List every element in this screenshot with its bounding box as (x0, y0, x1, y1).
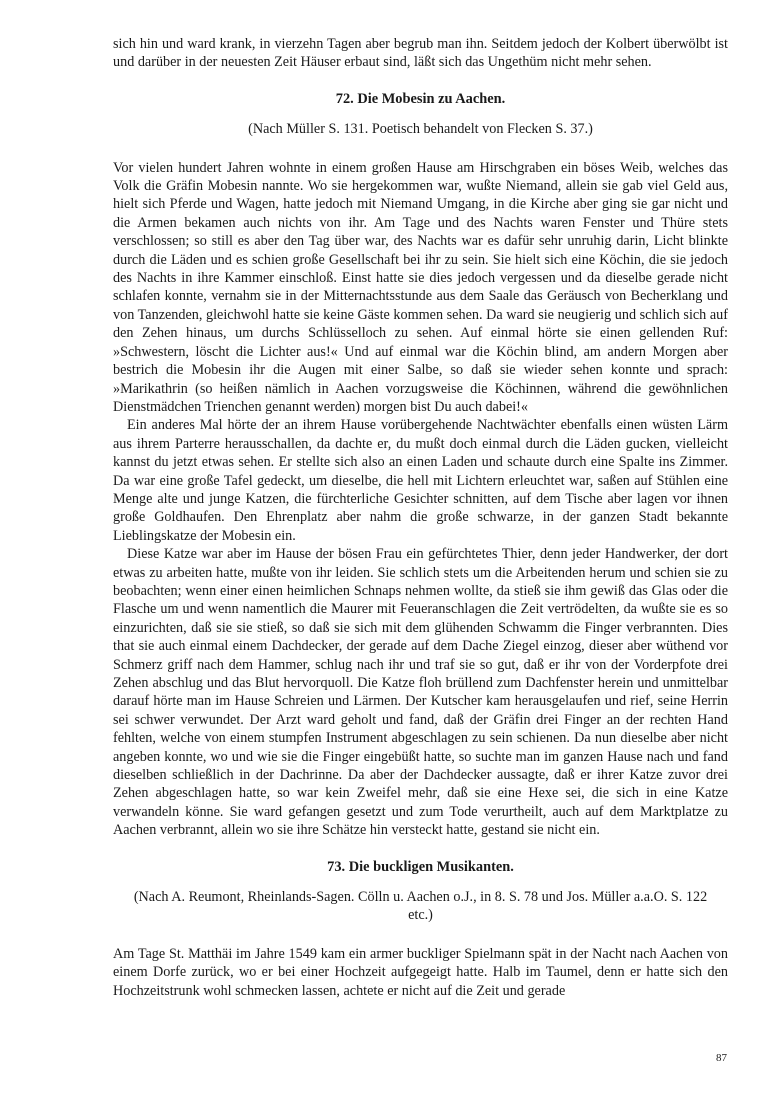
body-paragraph: Diese Katze war aber im Hause der bösen Frau ein gefürchtetes Thier, denn jeder Handwerker, der dort etwas zu arbeiten hatte, mußte von ihr leiden. Sie schlich stets um die Arbeitenden herum und schien sie zu beobachten; wenn einer einen heimlichen Schnaps nehmen wollte, da stieß sie ihm gewiß das Glas oder die Flasche um und wenn namentlich die Maurer mit Feueranschlagen die Zeit vertrödelten, da wußte sie es so einzurichten, daß sie sie stieß, so daß sie sich mit dem glühenden Schwamm die Finger verbrannten. Dies that sie auch einmal einem Dachdecker, der gerade auf dem Dache Ziegel einzog, dieser aber wüthend vor Schmerz griff nach dem Hammer, schlug nach ihr und traf sie so gut, daß er ihr von der Vorderpfote drei Zehen abschlug und das Blut hervorquoll. Die Katze floh brüllend zum Dachfenster herein und unmittelbar darauf hörte man im Hause Schreien und Lärmen. Der Kutscher kam herausgelaufen und rief, seine Herrin sei schwer verwundet. Der Arzt ward geholt und fand, daß der Gräfin drei Finger an der rechten Hand fehlten, welche von einem stumpfen Instrument abgeschlagen zu sein schienen. Da nun dieselbe aber nicht angeben konnte, wo und wie sie die Finger eingebüßt hatte, so suchte man im ganzen Hause nach und fand dieselben schließlich in der Dachrinne. Da aber der Dachdecker aussagte, daß er ihrer Katze zuvor drei Zehen abgeschlagen hatte, so war kein Zweifel mehr, daß sie eine Hexe sei, die sich in eine Katze verwandeln könne. Sie ward gefangen gesetzt und zum Tode verurtheilt, auch auf dem Marktplatze zu Aachen verbrannt, allein wo sie ihre Schätze hin versteckt hatte, gestand sie nicht ein. (113, 546, 728, 839)
body-paragraph: Am Tage St. Matthäi im Jahre 1549 kam ein armer buckliger Spielmann spät in der Nacht nach Aachen von einem Dorfe zurück, wo er bei einer Hochzeit aufgegeigt hatte. Halb im Taumel, denn er hatte sich den Hochzeitstrunk wohl schmecken lassen, achtete er nicht auf die Zeit und gerade (113, 945, 728, 999)
body-paragraph: Ein anderes Mal hörte der an ihrem Hause vorübergehende Nachtwächter ebenfalls einen wüsten Lärm aus ihrem Parterre herausschallen, da dachte er, du mußt doch einmal durch die Läden gucken, vielleicht kannst du jetzt etwas sehen. Er stellte sich also an einen Laden und schaute durch eine Spalte ins Zimmer. Da war eine große Tafel gedeckt, um dieselbe, die hell mit Lichtern erleuchtet war, saßen auf Stühlen eine Menge alte und junge Katzen, die fürchterliche Gesichter schnitten, auf dem Tische aber lagen vor ihnen große Goldhaufen. Den Ehrenplatz aber nahm die große schwarze, in der ganzen Stadt bekannte Lieblingskatze der Mobesin ein. (113, 417, 728, 544)
body-paragraph: Vor vielen hundert Jahren wohnte in einem großen Hause am Hirschgraben ein böses Weib, welches das Volk die Gräfin Mobesin nannte. Wo sie hergekommen war, wußte Niemand, allein sie gab viel Geld aus, hielt sich Pferde und Wagen, hatte jedoch mit Niemand Umgang, in die Kirche aber ging sie gar nicht und die Armen bekamen auch nichts von ihr. Am Tage und des Nachts waren Fenster und Thüre stets verschlossen; so still es aber den Tag über war, des Nachts war es dafür sehr unruhig darin, Licht blinkte durch die Läden und es schien große Gesellschaft bei ihr zu sein. Sie hielt sich eine Köchin, die sie jedoch des Nachts in ihre Kammer einschloß. Einst hatte sie dies jedoch vergessen und da dieselbe gerade nicht schlafen konnte, vernahm sie in der Mitternachtsstunde aus dem Saale das Geräusch von Becherklang und von Tanzenden, gleichwohl hatte sie keine Gäste kommen sehen. Da ward sie neugierig und schlich sich auf den Zehen hinaus, um durchs Schlüsselloch zu sehen. Auf einmal hörte sie einen gellenden Ruf: »Schwestern, löscht die Lichter aus!« Und auf einmal war die Köchin blind, am andern Morgen aber bestrich die Mobesin ihr die Augen mit einer Salbe, so daß sie wieder sehen konnte und sprach: »Marikathrin (so heißen nämlich in Aachen vorzugsweise die Köchinnen, während die gewöhnlichen Dienstmädchen Trienchen genannt werden) morgen bist Du auch dabei!« (113, 159, 728, 415)
intro-paragraph: sich hin und ward krank, in vierzehn Tagen aber begrub man ihn. Seitdem jedoch der Kolbert überwölbt ist und darüber in der neuesten Zeit Häuser erbaut sind, läßt sich das Ungethüm nicht mehr sehen. (113, 36, 728, 71)
section-source: (Nach A. Reumont, Rheinlands-Sagen. Cölln u. Aachen o.J., in 8. S. 78 und Jos. Müller a.a.O. S. 122 etc.) (133, 889, 708, 924)
section-title: 73. Die buckligen Musikanten. (327, 858, 514, 875)
page-number: 87 (716, 1052, 727, 1064)
page-body (113, 35, 728, 1000)
section-source: (Nach Müller S. 131. Poetisch behandelt von Flecken S. 37.) (248, 121, 593, 138)
section-title: 72. Die Mobesin zu Aachen. (335, 90, 506, 107)
